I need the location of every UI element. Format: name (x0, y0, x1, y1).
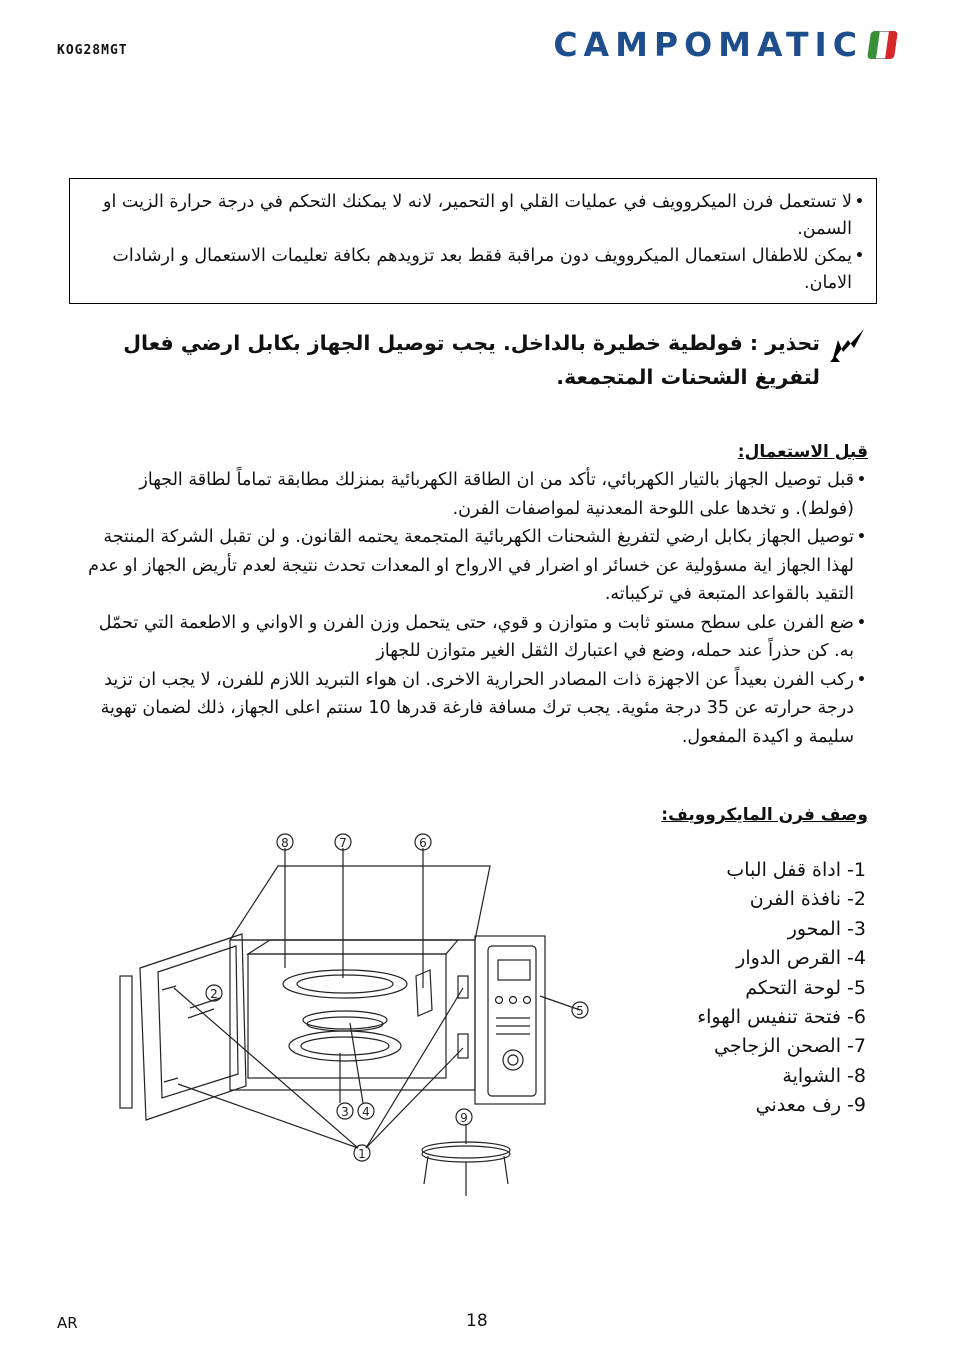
leader-line (366, 988, 463, 1148)
leader-line (540, 996, 580, 1010)
parts-list (646, 856, 866, 1121)
before-use-item: • توصيل الجهاز بكابل ارضي لتفريغ الشحنات الكهربائية المتجمعة يحتمه القانون. و لن تقبل الشركة المنتجة لهذا الجهاز اية مسؤولية عن خسائر او اضرار في الارواح او المعدات تحدث نتيجة لعدم تأريض الجهاز او عدم التقيد بالقواعد المتبعة في تركيباته. (88, 523, 866, 609)
control-button (496, 997, 503, 1004)
leader-line (350, 1023, 363, 1103)
part-item: 6- فتحة تنفيس الهواء (697, 1006, 866, 1029)
svg-text:9: 9 (460, 1111, 468, 1125)
cavity-top (248, 940, 458, 954)
callout-1 (354, 1145, 370, 1161)
metal-rack (422, 1146, 510, 1162)
svg-text:2: 2 (210, 987, 218, 1001)
callout-9 (456, 1109, 472, 1125)
door-window (158, 946, 238, 1098)
warning-text: تحذير : فولطية خطيرة بالداخل. يجب توصيل الجهاز بكابل ارضي فعال لتفريغ الشحنات المتجمعة. (123, 331, 820, 389)
before-use-item: • ضع الفرن على سطح مستو ثابت و متوازن و قوي، حتى يتحمل وزن الفرن و الاواني و الاطعمة التي تحمّل به. كن حذراً عند حمله، وضع في اعتبارك الثقل الغير متوازن للجهاز (88, 609, 866, 666)
rack-leg (504, 1156, 508, 1184)
before-use-item: • قبل توصيل الجهاز بالتيار الكهربائي، تأكد من ان الطاقة الكهربائية بمنزلك مطابقة تماماً لطاقة الجهاز (فولط). و تخدها على اللوحة المعدنية لمواصفات الفرن. (88, 466, 866, 523)
leader-line (366, 1048, 463, 1148)
control-panel-face (488, 946, 536, 1096)
glass-tray-inner (301, 1037, 389, 1055)
before-use-heading: قبل الاستعمال: (737, 442, 868, 462)
callout-2 (206, 985, 222, 1001)
page-number: 18 (466, 1311, 488, 1331)
control-button (524, 997, 531, 1004)
cabinet-front (230, 940, 475, 1090)
cabinet-top (230, 866, 490, 940)
svg-text:6: 6 (419, 836, 427, 850)
callout-3 (337, 1103, 353, 1119)
display-screen (498, 960, 530, 980)
before-use-item: • ركب الفرن بعيداً عن الاجهزة ذات المصادر الحرارية الاخرى. ان هواء التبريد اللازم للفرن، لا يجب ان تزيد درجة حرارته عن 35 درجة مئوية. يجب ترك مسافة فارغة قدرها 10 سنتم اعلى الجهاز، ذلك لضمان تهوية سليمة و اكيدة المفعول. (88, 666, 866, 752)
model-number: KOG28MGT (57, 43, 128, 58)
door-handle (120, 976, 132, 1108)
callout-8 (277, 834, 293, 850)
part-item: 9- رف معدني (755, 1094, 866, 1117)
metal-rack-top (422, 1142, 510, 1158)
part-item: 1- اداة قفل الباب (726, 859, 866, 881)
rack-leg (424, 1156, 428, 1184)
part-item: 5- لوحة التحكم (745, 976, 866, 999)
door-latch (162, 986, 176, 990)
grill-element-inner (297, 975, 393, 993)
microwave-diagram (110, 828, 600, 1203)
italian-flag-icon (867, 31, 898, 59)
description-heading: وصف فرن المايكروويف: (661, 805, 868, 825)
callout-7 (335, 834, 351, 850)
control-button (510, 997, 517, 1004)
control-panel (475, 936, 545, 1104)
glass-tray (289, 1031, 401, 1061)
voltage-warning (110, 326, 870, 394)
door-latch (164, 1078, 178, 1082)
svg-text:5: 5 (576, 1004, 584, 1018)
high-voltage-icon (828, 326, 870, 366)
control-dial (503, 1050, 523, 1070)
control-dial-center (508, 1055, 518, 1065)
notice-box (69, 178, 877, 304)
callout-4 (358, 1103, 374, 1119)
part-item: 2- نافذة الفرن (749, 888, 866, 911)
svg-text:3: 3 (341, 1105, 349, 1119)
part-item: 7- الصحن الزجاجي (714, 1035, 866, 1058)
svg-text:7: 7 (339, 836, 347, 850)
latch-slot (458, 1034, 468, 1058)
part-item: 8- الشواية (782, 1064, 866, 1087)
svg-text:1: 1 (358, 1147, 366, 1161)
leader-line (178, 1084, 358, 1148)
part-item: 3- المحور (787, 917, 866, 940)
footer-language: AR (57, 1314, 78, 1332)
before-use-list (88, 466, 866, 751)
brand-logo (553, 25, 896, 64)
notice-item: • يمكن للاطفال استعمال الميكروويف دون مراقبة فقط بعد تزويدهم بكافة تعليمات الاستعمال و ارشادات الامان. (80, 243, 864, 297)
notice-item: • لا تستعمل فرن الميكروويف في عمليات القلي او التحمير، لانه لا يمكنك التحكم في درجة حرارة الزيت او السمن. (80, 189, 864, 243)
window-glare (188, 1009, 214, 1018)
oven-cavity (248, 954, 446, 1078)
brand-name: CAMPOMATIC (553, 25, 863, 64)
svg-text:4: 4 (362, 1105, 370, 1119)
svg-text:8: 8 (281, 836, 289, 850)
grill-element (283, 970, 407, 998)
callout-5 (572, 1002, 588, 1018)
callout-6 (415, 834, 431, 850)
part-item: 4- القرص الدوار (736, 947, 866, 970)
air-vent (416, 970, 432, 1016)
